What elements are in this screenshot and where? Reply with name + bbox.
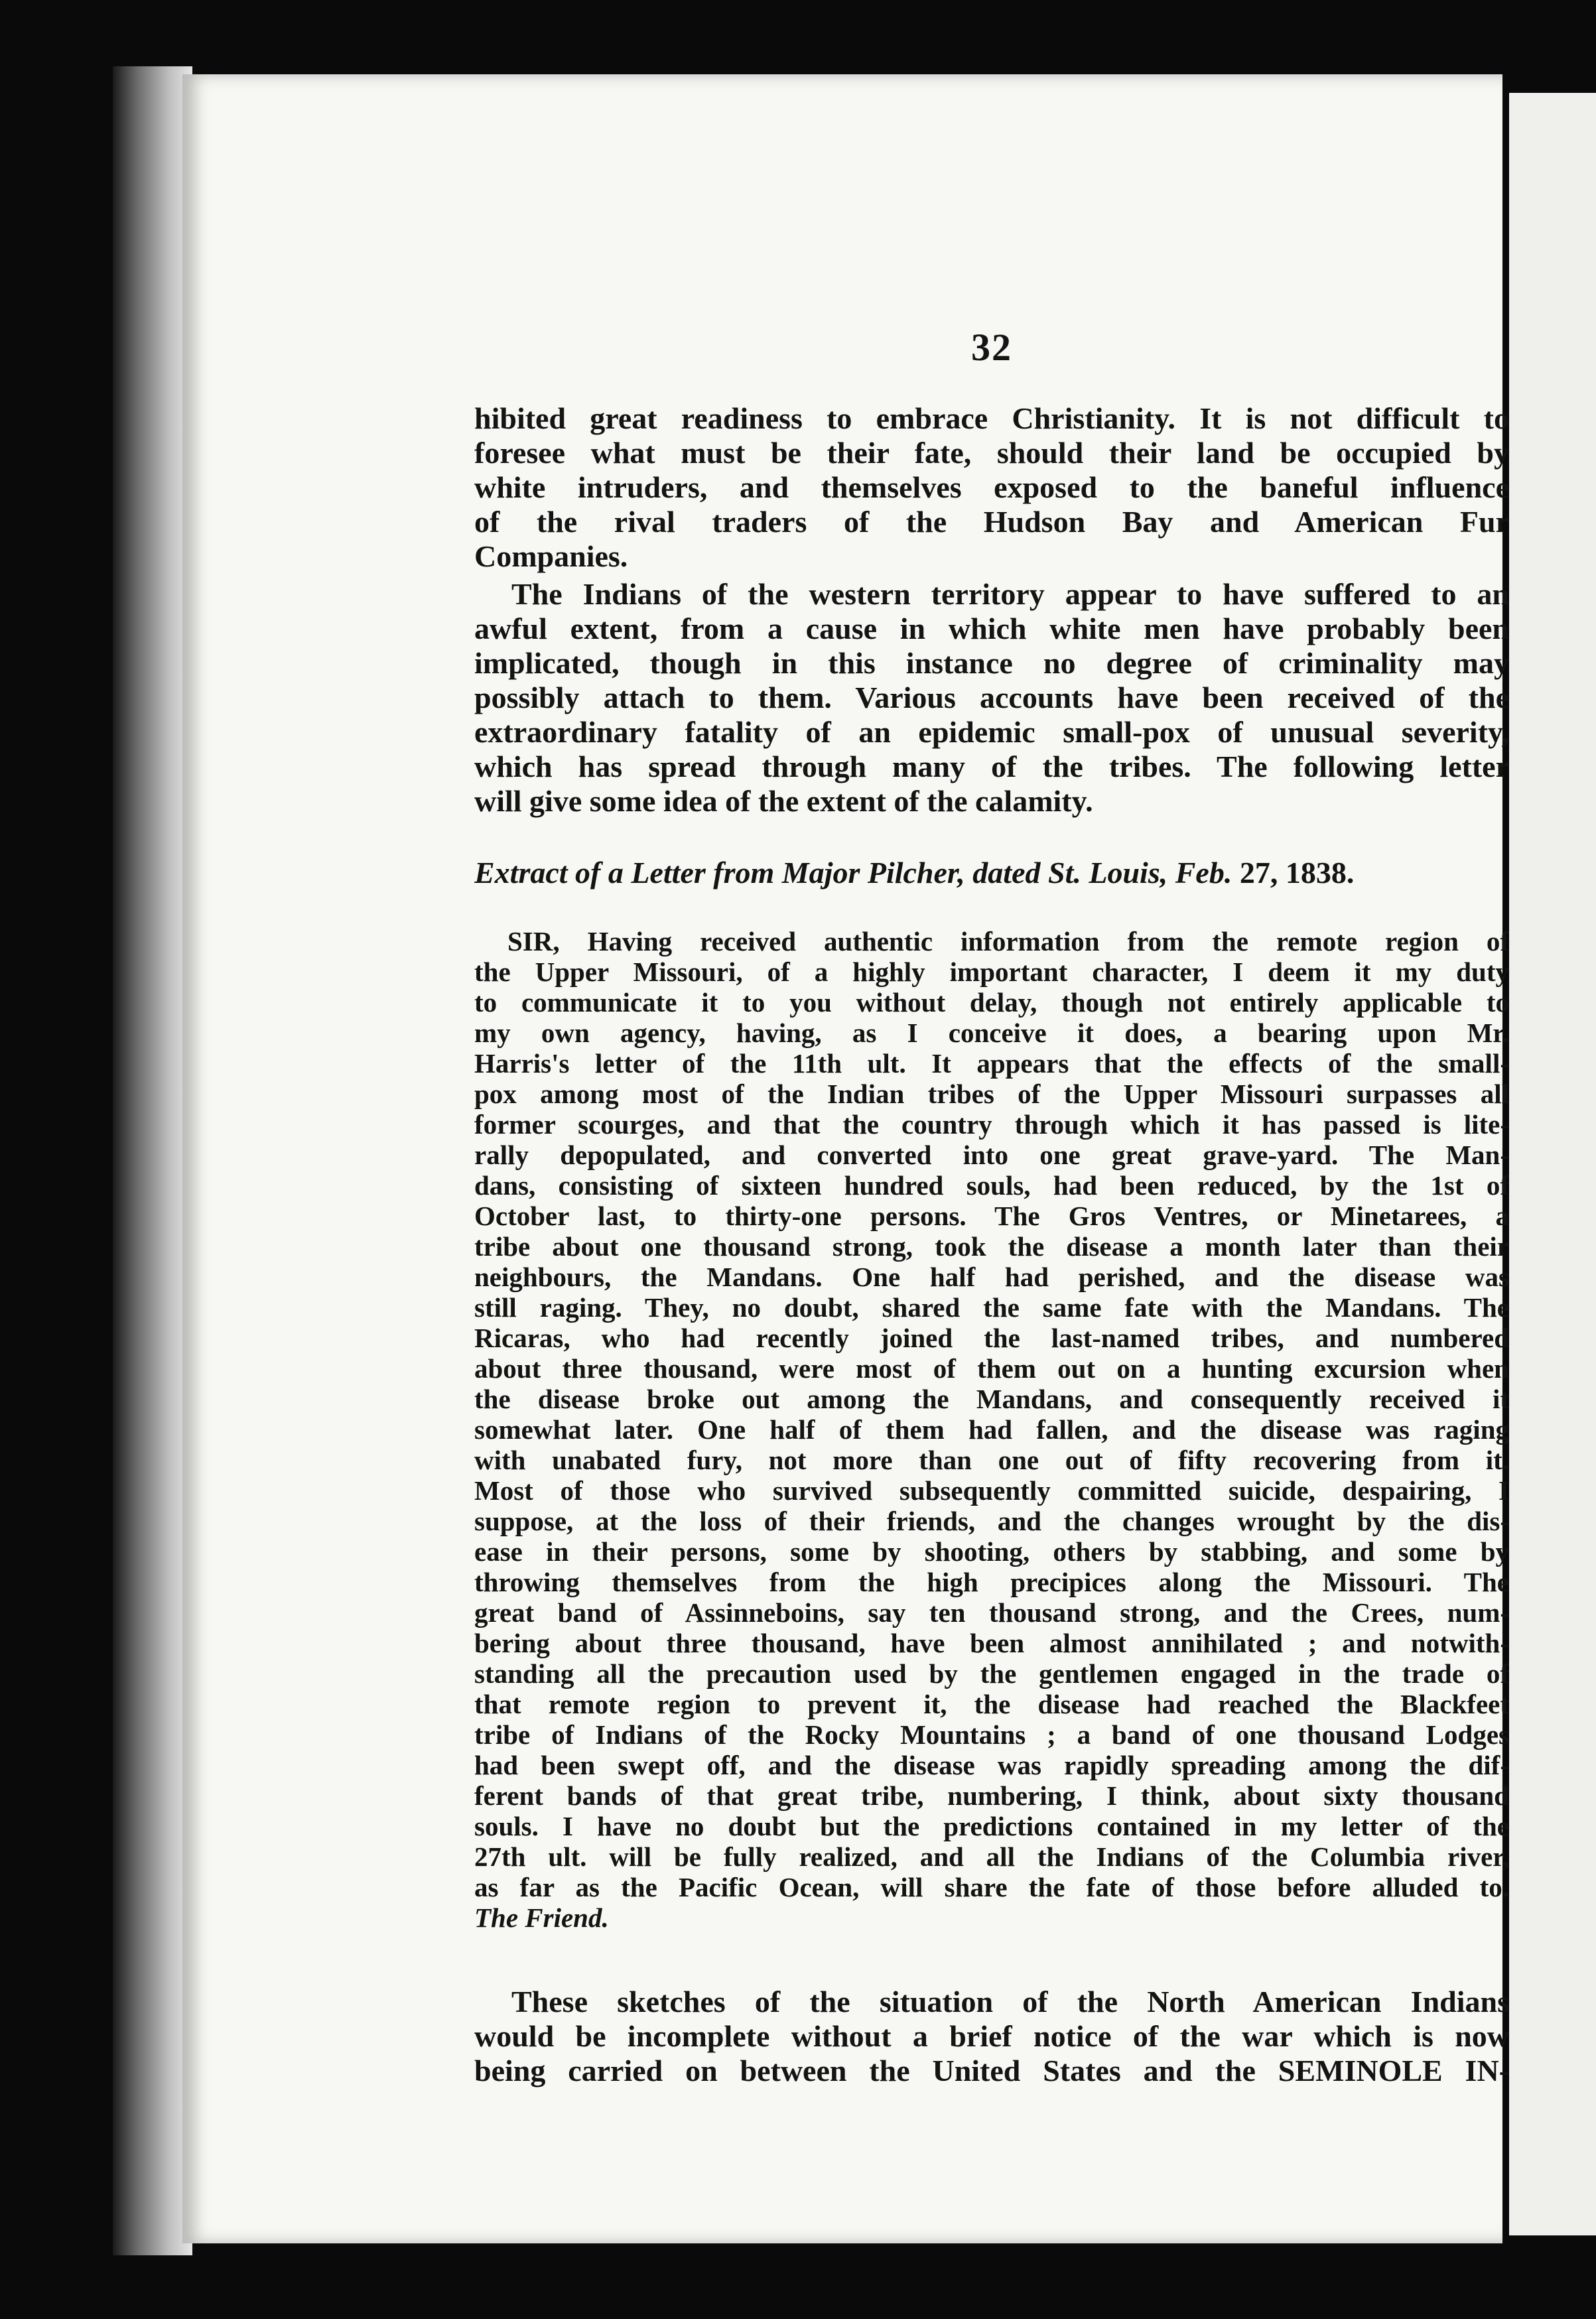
- text-line: extraordinary fatality of an epidemic small-pox of unusual severity,: [474, 715, 1509, 749]
- letter-line: dans, consisting of sixteen hundred souls, had been reduced, by the 1st of: [474, 1170, 1509, 1201]
- letter-line: my own agency, having, as I conceive it does, a bearing upon Mr.: [474, 1018, 1509, 1048]
- letter-line: Most of those who survived subsequently committed suicide, despairing, I: [474, 1475, 1509, 1506]
- letter-line: with unabated fury, not more than one out of fifty recovering from it.: [474, 1445, 1509, 1475]
- letter-line: to communicate it to you without delay, though not entirely applicable to: [474, 987, 1509, 1018]
- letter-line: that remote region to prevent it, the disease had reached the Blackfeet: [474, 1689, 1509, 1719]
- letter-signature: The Friend.: [474, 1902, 609, 1933]
- letter-line: tribe about one thousand strong, took the disease a month later than their: [474, 1231, 1509, 1262]
- text-line: These sketches of the situation of the North American Indians: [511, 1985, 1509, 2019]
- letter-line: Harris's letter of the 11th ult. It appears that the effects of the small-: [474, 1048, 1509, 1079]
- text-line: possibly attach to them. Various accounts have been received of the: [474, 681, 1509, 714]
- letter-line: former scourges, and that the country through which it has passed is lite-: [474, 1109, 1509, 1140]
- text-line: would be incomplete without a brief notice of the war which is now: [474, 2019, 1509, 2053]
- letter-line: SIR, Having received authentic information from the remote region of: [507, 926, 1509, 957]
- letter-line: ease in their persons, some by shooting, others by stabbing, and some by: [474, 1536, 1509, 1567]
- letter-heading: [474, 856, 1509, 890]
- letter-heading-text: Extract of a Letter from Major Pilcher, dated St. Louis, Feb.: [474, 856, 1232, 890]
- text-line: foresee what must be their fate, should their land be occupied by: [474, 436, 1509, 470]
- letter-line: as far as the Pacific Ocean, will share the fate of those before alluded to.: [474, 1872, 1509, 1902]
- text-line: The Indians of the western territory appear to have suffered to an: [511, 577, 1509, 611]
- text-line: white intruders, and themselves exposed to the baneful influence: [474, 470, 1509, 504]
- letter-line: souls. I have no doubt but the predictions contained in my letter of the: [474, 1811, 1509, 1841]
- text-line: being carried on between the United States and the SEMINOLE IN-: [474, 2054, 1509, 2087]
- letter-line: the disease broke out among the Mandans, and consequently received it: [474, 1384, 1509, 1414]
- letter-line: standing all the precaution used by the gentlemen engaged in the trade of: [474, 1658, 1509, 1689]
- text-line: will give some idea of the extent of the calamity.: [474, 784, 1093, 818]
- letter-line: neighbours, the Mandans. One half had perished, and the disease was: [474, 1262, 1509, 1292]
- letter-line: bering about three thousand, have been almost annihilated ; and notwith-: [474, 1628, 1509, 1658]
- letter-line: the Upper Missouri, of a highly important character, I deem it my duty: [474, 957, 1509, 987]
- letter-line: Ricaras, who had recently joined the last-named tribes, and numbered: [474, 1323, 1509, 1353]
- letter-line: had been swept off, and the disease was rapidly spreading among the dif-: [474, 1750, 1509, 1780]
- text-line: of the rival traders of the Hudson Bay and American Fur: [474, 505, 1509, 539]
- letter-line: great band of Assinneboins, say ten thousand strong, and the Crees, num-: [474, 1597, 1509, 1628]
- letter-line: throwing themselves from the high precipices along the Missouri. The: [474, 1567, 1509, 1597]
- letter-line: still raging. They, no doubt, shared the same fate with the Mandans. The: [474, 1292, 1509, 1323]
- letter-heading-date: 27, 1838.: [1239, 856, 1355, 890]
- adjacent-page-edge: [1509, 93, 1596, 2235]
- page-number: 32: [971, 326, 1012, 369]
- text-line: which has spread through many of the tribes. The following letter: [474, 750, 1509, 783]
- letter-line: ferent bands of that great tribe, numbering, I think, about sixty thousand: [474, 1780, 1509, 1811]
- letter-line: somewhat later. One half of them had fallen, and the disease was raging: [474, 1414, 1509, 1445]
- letter-line: tribe of Indians of the Rocky Mountains ; a band of one thousand Lodges: [474, 1719, 1509, 1750]
- letter-line: rally depopulated, and converted into one great grave-yard. The Man-: [474, 1140, 1509, 1170]
- text-line: hibited great readiness to embrace Christianity. It is not difficult to: [474, 401, 1509, 435]
- book-page: [182, 74, 1509, 2243]
- letter-line: suppose, at the loss of their friends, and the changes wrought by the dis-: [474, 1506, 1509, 1536]
- book-spine-shadow: [113, 66, 192, 2255]
- letter-line: pox among most of the Indian tribes of the Upper Missouri surpasses all: [474, 1079, 1509, 1109]
- text-line: Companies.: [474, 539, 628, 573]
- letter-line: October last, to thirty-one persons. The Gros Ventres, or Minetarees, a: [474, 1201, 1509, 1231]
- letter-line: 27th ult. will be fully realized, and all the Indians of the Columbia river,: [474, 1841, 1509, 1872]
- text-line: awful extent, from a cause in which white men have probably been: [474, 612, 1509, 645]
- text-line: implicated, though in this instance no degree of criminality may: [474, 646, 1509, 680]
- letter-line: about three thousand, were most of them out on a hunting excursion when: [474, 1353, 1509, 1384]
